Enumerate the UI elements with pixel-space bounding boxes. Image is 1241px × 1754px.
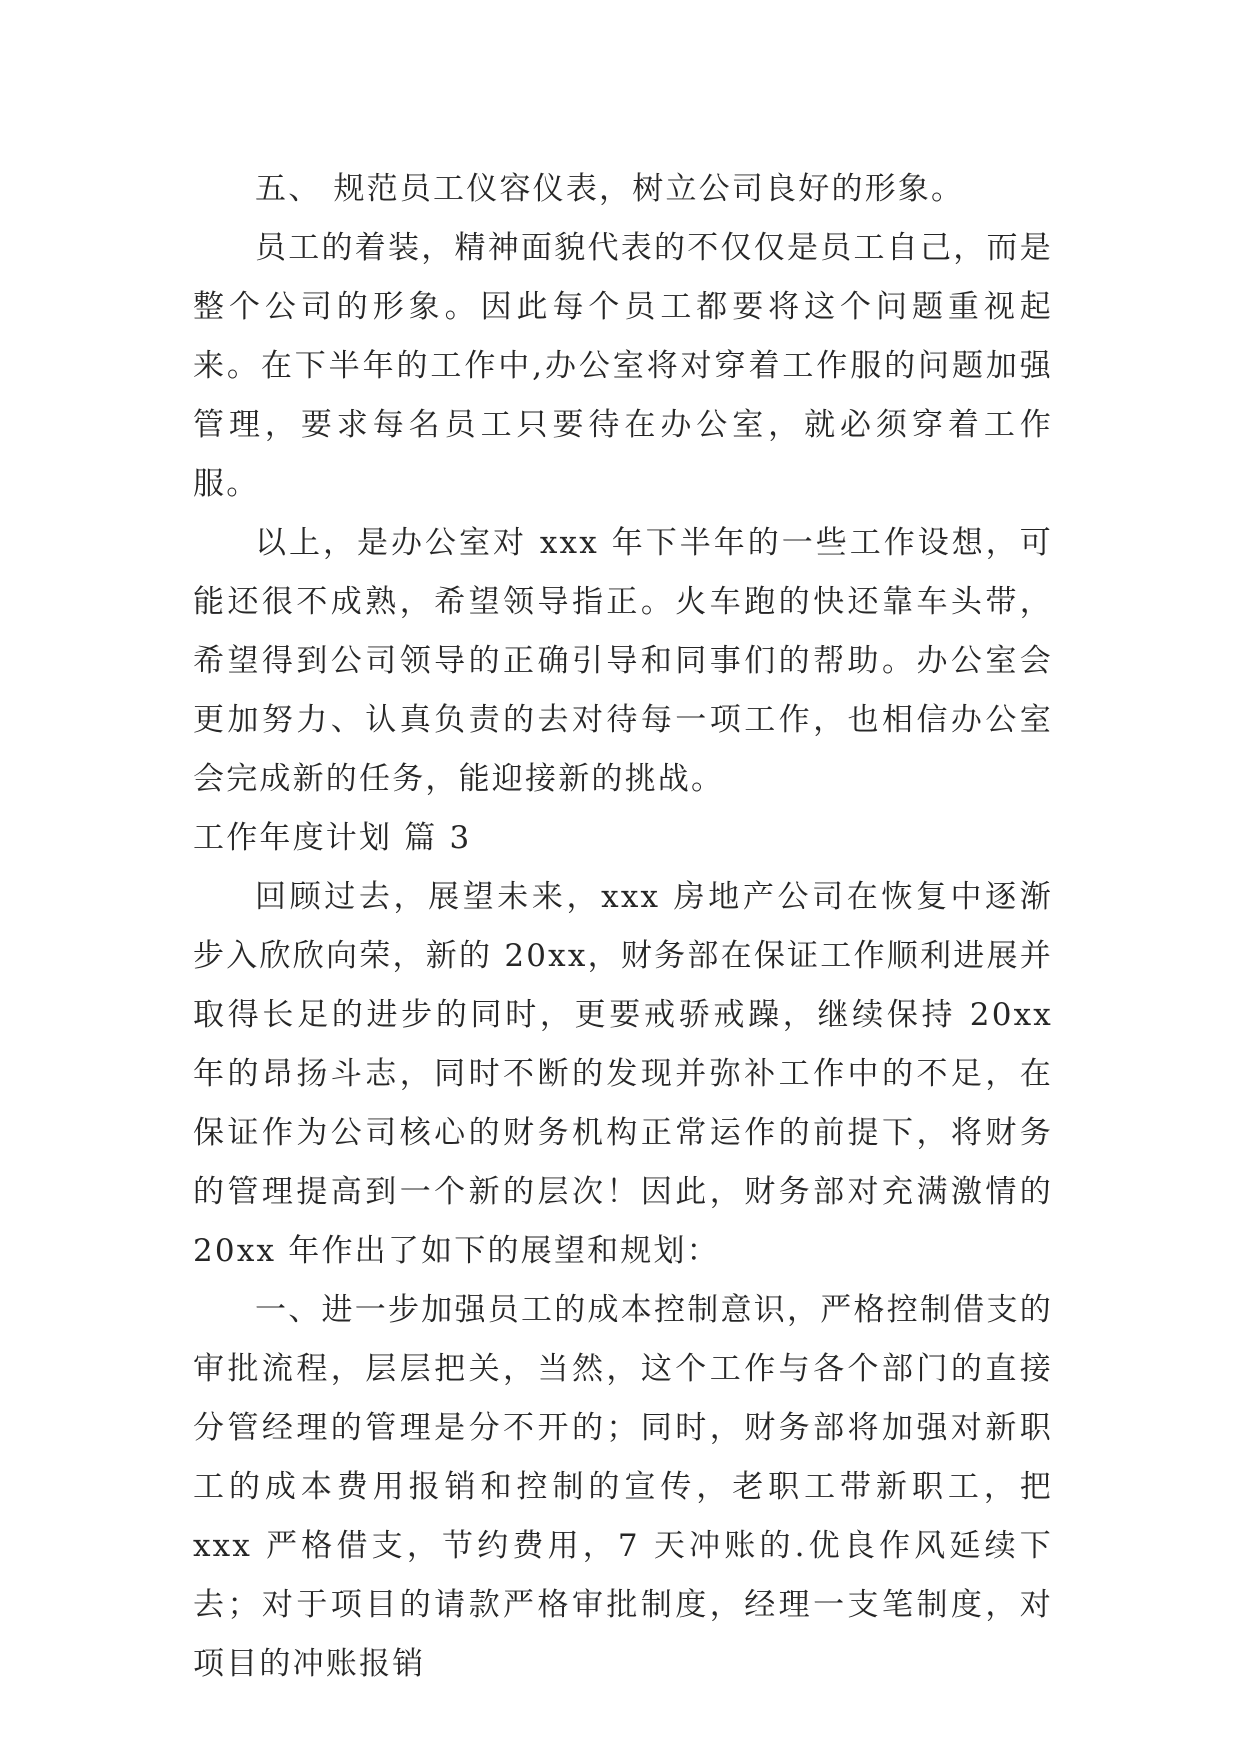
paragraph-review-outlook: 回顾过去，展望未来，xxx 房地产公司在恢复中逐渐步入欣欣向荣，新的 20xx，财务部在保证工作顺利进展并取得长足的进步的同时，更要戒骄戒躁，继续保持 20xx 年的昂扬斗志，同时不断的发现并弥补工作中的不足，在保证作为公司核心的财务机构正常运作的前提下，将财务的管理提高到一个新的层次！因此，财务部对充满激情的 20xx 年作出了如下的展望和规划： [193,879,1066,1269]
paragraph-dress-code: 员工的着装，精神面貌代表的不仅仅是员工自己，而是整个公司的形象。因此每个员工都要将这个问题重视起来。在下半年的工作中,办公室将对穿着工作服的问题加强管理，要求每名员工只要待在办公室，就必须穿着工作服。 [193,230,1053,502]
paragraph-section-five-heading: 五、 规范员工仪容仪表，树立公司良好的形象。 [255,171,965,207]
section-title-plan-3: 工作年度计划 篇 3 [193,820,472,856]
paragraph-conclusion: 以上，是办公室对 xxx 年下半年的一些工作设想，可能还很不成熟，希望领导指正。火车跑的快还靠车头带，希望得到公司领导的正确引导和同事们的帮助。办公室会更加努力、认真负责的去对待每一项工作，也相信办公室会完成新的任务，能迎接新的挑战。 [193,525,1053,797]
paragraph-cost-control: 一、进一步加强员工的成本控制意识，严格控制借支的审批流程，层层把关，当然，这个工作与各个部门的直接分管经理的管理是分不开的；同时，财务部将加强对新职工的成本费用报销和控制的宣传，老职工带新职工，把 xxx 严格借支，节约费用，7 天冲账的.优良作风延续下去；对于项目的请款严格审批制度，经理一支笔制度，对项目的冲账报销 [193,1292,1066,1682]
document-body [193,160,1066,1694]
